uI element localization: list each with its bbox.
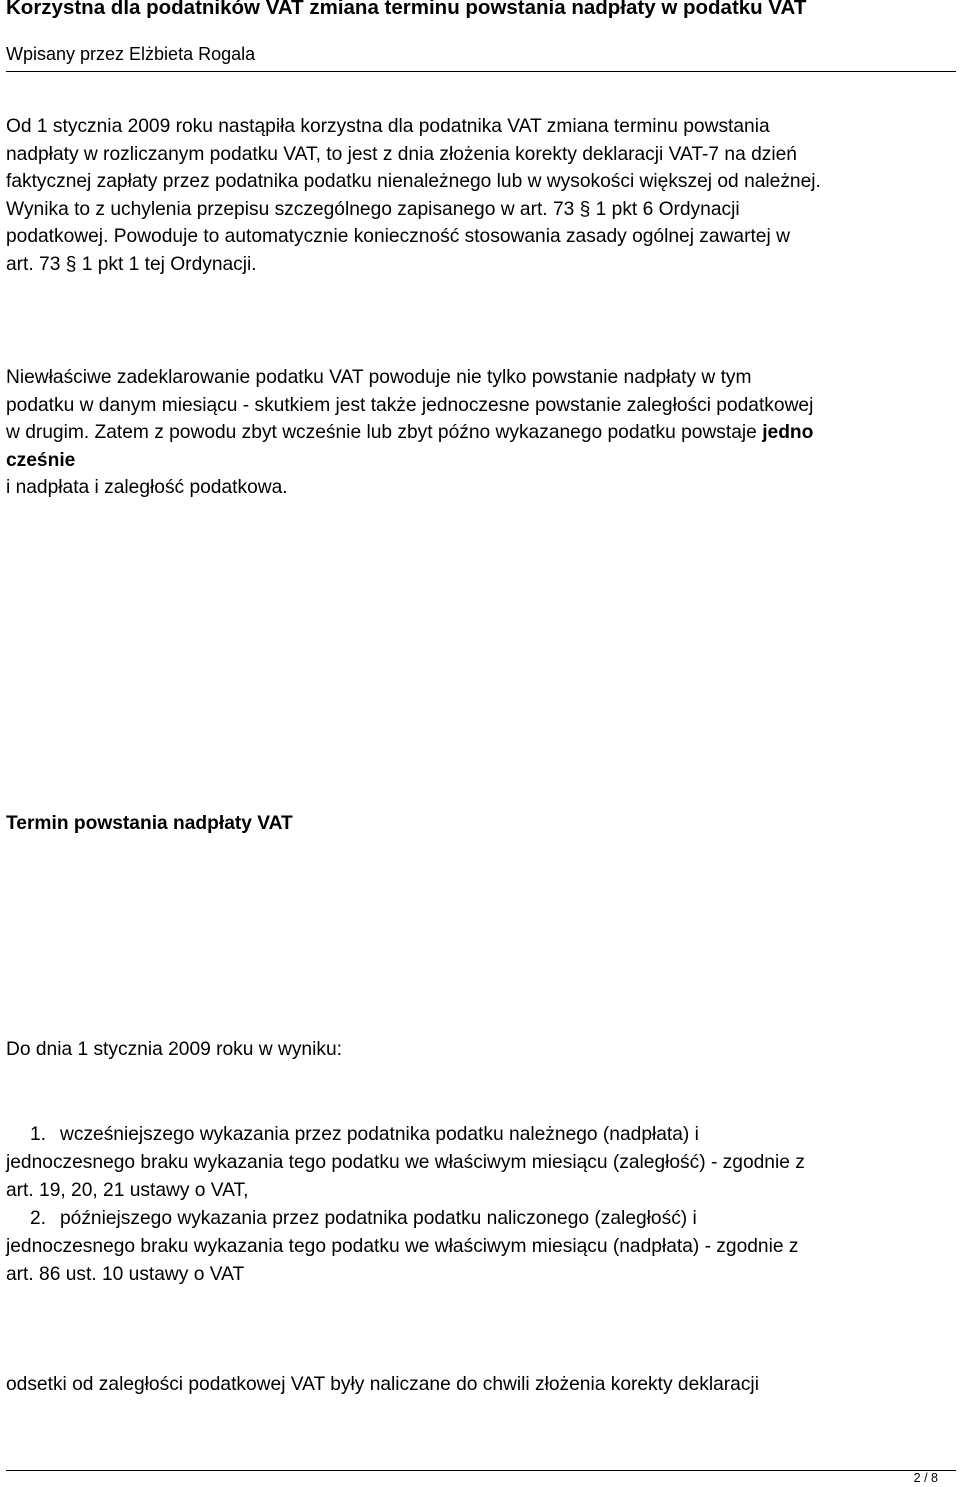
paragraph-line: podatkowej. Powoduje to automatycznie konieczność stosowania zasady ogólnej zawartej w — [6, 226, 790, 247]
list-item-line: art. 86 ust. 10 ustawy o VAT — [6, 1264, 245, 1285]
list-item-first-line — [6, 1121, 956, 1149]
paragraph-line — [6, 419, 956, 447]
numbered-list — [6, 1121, 956, 1289]
list-item-line: art. 19, 20, 21 ustawy o VAT, — [6, 1180, 249, 1201]
section-heading: Termin powstania nadpłaty VAT — [6, 813, 293, 834]
paragraph-text: w drugim. Zatem z powodu zbyt wcześnie lub zbyt późno wykazanego podatku powstaje — [6, 422, 763, 443]
paragraph-line: Wynika to z uchylenia przepisu szczególnego zapisanego w art. 73 § 1 pkt 6 Ordynacji — [6, 198, 740, 220]
paragraph-line: art. 73 § 1 pkt 1 tej Ordynacji. — [6, 253, 257, 275]
document-title: Korzystna dla podatników VAT zmiana terminu powstania nadpłaty w podatku VAT — [6, 0, 807, 19]
list-item-line: jednoczesnego braku wykazania tego podatku we właściwym miesiącu (zaległość) - zgodnie z — [6, 1152, 805, 1173]
paragraph-intro — [6, 113, 956, 278]
paragraph-line: Od 1 stycznia 2009 roku nastąpiła korzystna dla podatnika VAT zmiana terminu powstania — [6, 116, 770, 137]
list-number: 1. — [29, 1124, 46, 1145]
paragraph-line — [6, 447, 956, 475]
list-item-line: jednoczesnego braku wykazania tego podatku we właściwym miesiącu (nadpłata) - zgodnie z — [6, 1236, 799, 1257]
list-item-text: późniejszego wykazania przez podatnika podatku naliczonego (zaległość) i — [60, 1208, 697, 1229]
paragraph-line: Niewłaściwe zadeklarowanie podatku VAT powoduje nie tylko powstanie nadpłaty w tym — [6, 367, 752, 388]
paragraph-line: nadpłaty w rozliczanym podatku VAT, to jest z dnia złożenia korekty deklaracji VAT-7 na dzień — [6, 143, 797, 165]
author-line: Wpisany przez Elżbieta Rogala — [6, 44, 256, 64]
page-number: 2 / 8 — [913, 1471, 938, 1485]
paragraph-line: podatku w danym miesiącu - skutkiem jest także jednoczesne powstanie zaległości podatkowej — [6, 394, 814, 416]
intro-line: Do dnia 1 stycznia 2009 roku w wyniku: — [6, 1039, 342, 1060]
paragraph-line: i nadpłata i zaległość podatkowa. — [6, 477, 288, 498]
emphasis-text: cześnie — [6, 449, 76, 471]
paragraph-improper-declaration — [6, 364, 956, 502]
list-number: 2. — [29, 1208, 46, 1229]
emphasis-text: jedno — [762, 422, 814, 443]
list-item-first-line — [6, 1205, 956, 1233]
header-divider — [6, 71, 956, 72]
footer-divider — [6, 1470, 956, 1471]
list-item-text: wcześniejszego wykazania przez podatnika podatku należnego (nadpłata) i — [60, 1124, 699, 1145]
paragraph-line: faktycznej zapłaty przez podatnika podatku nienależnego lub w wysokości większej od należnej. — [6, 171, 821, 192]
closing-line: odsetki od zaległości podatkowej VAT były naliczane do chwili złożenia korekty deklaracji — [6, 1374, 759, 1395]
